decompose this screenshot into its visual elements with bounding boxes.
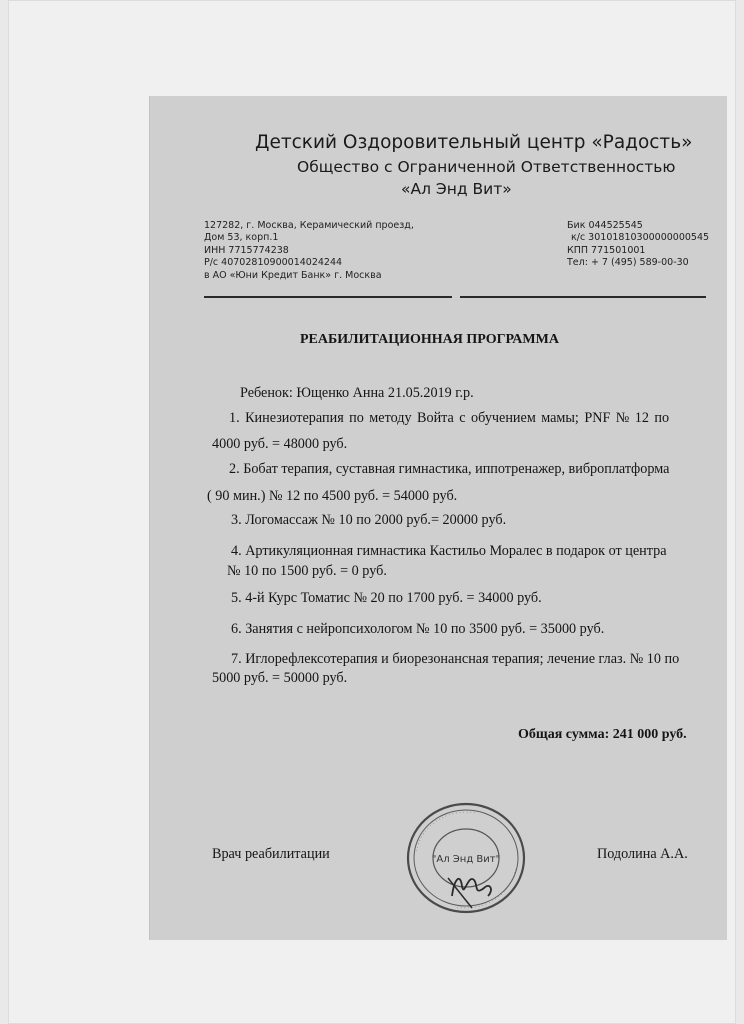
item-1-line-1: 1. Кинезиотерапия по методу Войта с обучением мамы; PNF № 12 по (229, 410, 670, 426)
item-5-line-1: 5. 4-й Курс Томатис № 20 по 1700 руб. = 34000 руб. (231, 590, 542, 606)
doctor-name: Подолина А.А. (597, 846, 688, 862)
company-stamp (404, 800, 528, 916)
org-type-heading: Общество с Ограниченной Ответственностью (297, 158, 676, 176)
stamp-text: "Ал Энд Вит" (431, 854, 501, 865)
item-3-line-1: 3. Логомассаж № 10 по 2000 руб.= 20000 руб. (231, 512, 507, 528)
kpp-line: КПП 771501001 (567, 244, 646, 256)
item-4-line-1: 4. Артикуляционная гимнастика Кастильо Моралес в подарок от центра (231, 543, 667, 559)
patient-line: Ребенок: Ющенко Анна 21.05.2019 г.р. (240, 385, 474, 401)
item-4-line-2: № 10 по 1500 руб. = 0 руб. (227, 563, 387, 579)
item-2-line-2: ( 90 мин.) № 12 по 4500 руб. = 54000 руб. (207, 488, 458, 504)
bank-line: в АО «Юни Кредит Банк» г. Москва (204, 269, 382, 281)
header-divider-left (204, 296, 452, 298)
inn-line: ИНН 7715774238 (204, 244, 289, 256)
org-name-heading: «Ал Энд Вит» (401, 180, 512, 198)
total-sum: Общая сумма: 241 000 руб. (518, 727, 687, 742)
account-line: Р/с 40702810900014024244 (204, 257, 343, 269)
korr-account-line: к/с 30101810300000000545 (571, 232, 710, 244)
address-building: Дом 53, корп.1 (204, 232, 279, 244)
item-2-line-1: 2. Бобат терапия, суставная гимнастика, иппотренажер, виброплатформа (229, 461, 670, 477)
svg-text:· · · · · · · · · · · · · · ·: · · · · · · · · · · · · · · · · · · · · · · (414, 809, 476, 853)
requisites-right (567, 220, 709, 270)
item-6-line-1: 6. Занятия с нейропсихологом № 10 по 3500 руб. = 35000 руб. (231, 621, 605, 637)
phone-line: Тел: + 7 (495) 589-00-30 (567, 257, 689, 269)
doctor-role: Врач реабилитации (212, 846, 330, 862)
requisites-left (204, 220, 414, 282)
bik-line: Бик 044525545 (567, 220, 643, 231)
svg-text:· · · · · · · · · · · · · · ·: · · · · · · · · · · · · · · · · · · · · · · (456, 867, 518, 911)
header-divider-right (460, 296, 706, 298)
item-7-line-1: 7. Иглорефлексотерапия и биорезонансная терапия; лечение глаз. № 10 по (231, 651, 680, 667)
document-title: РЕАБИЛИТАЦИОННАЯ ПРОГРАММА (300, 332, 559, 347)
item-7-line-2: 5000 руб. = 50000 руб. (212, 670, 348, 686)
item-1-line-2: 4000 руб. = 48000 руб. (212, 436, 348, 452)
center-name-heading: Детский Оздоровительный центр «Радость» (255, 132, 693, 153)
address-line: 127282, г. Москва, Керамический проезд, (204, 220, 414, 231)
